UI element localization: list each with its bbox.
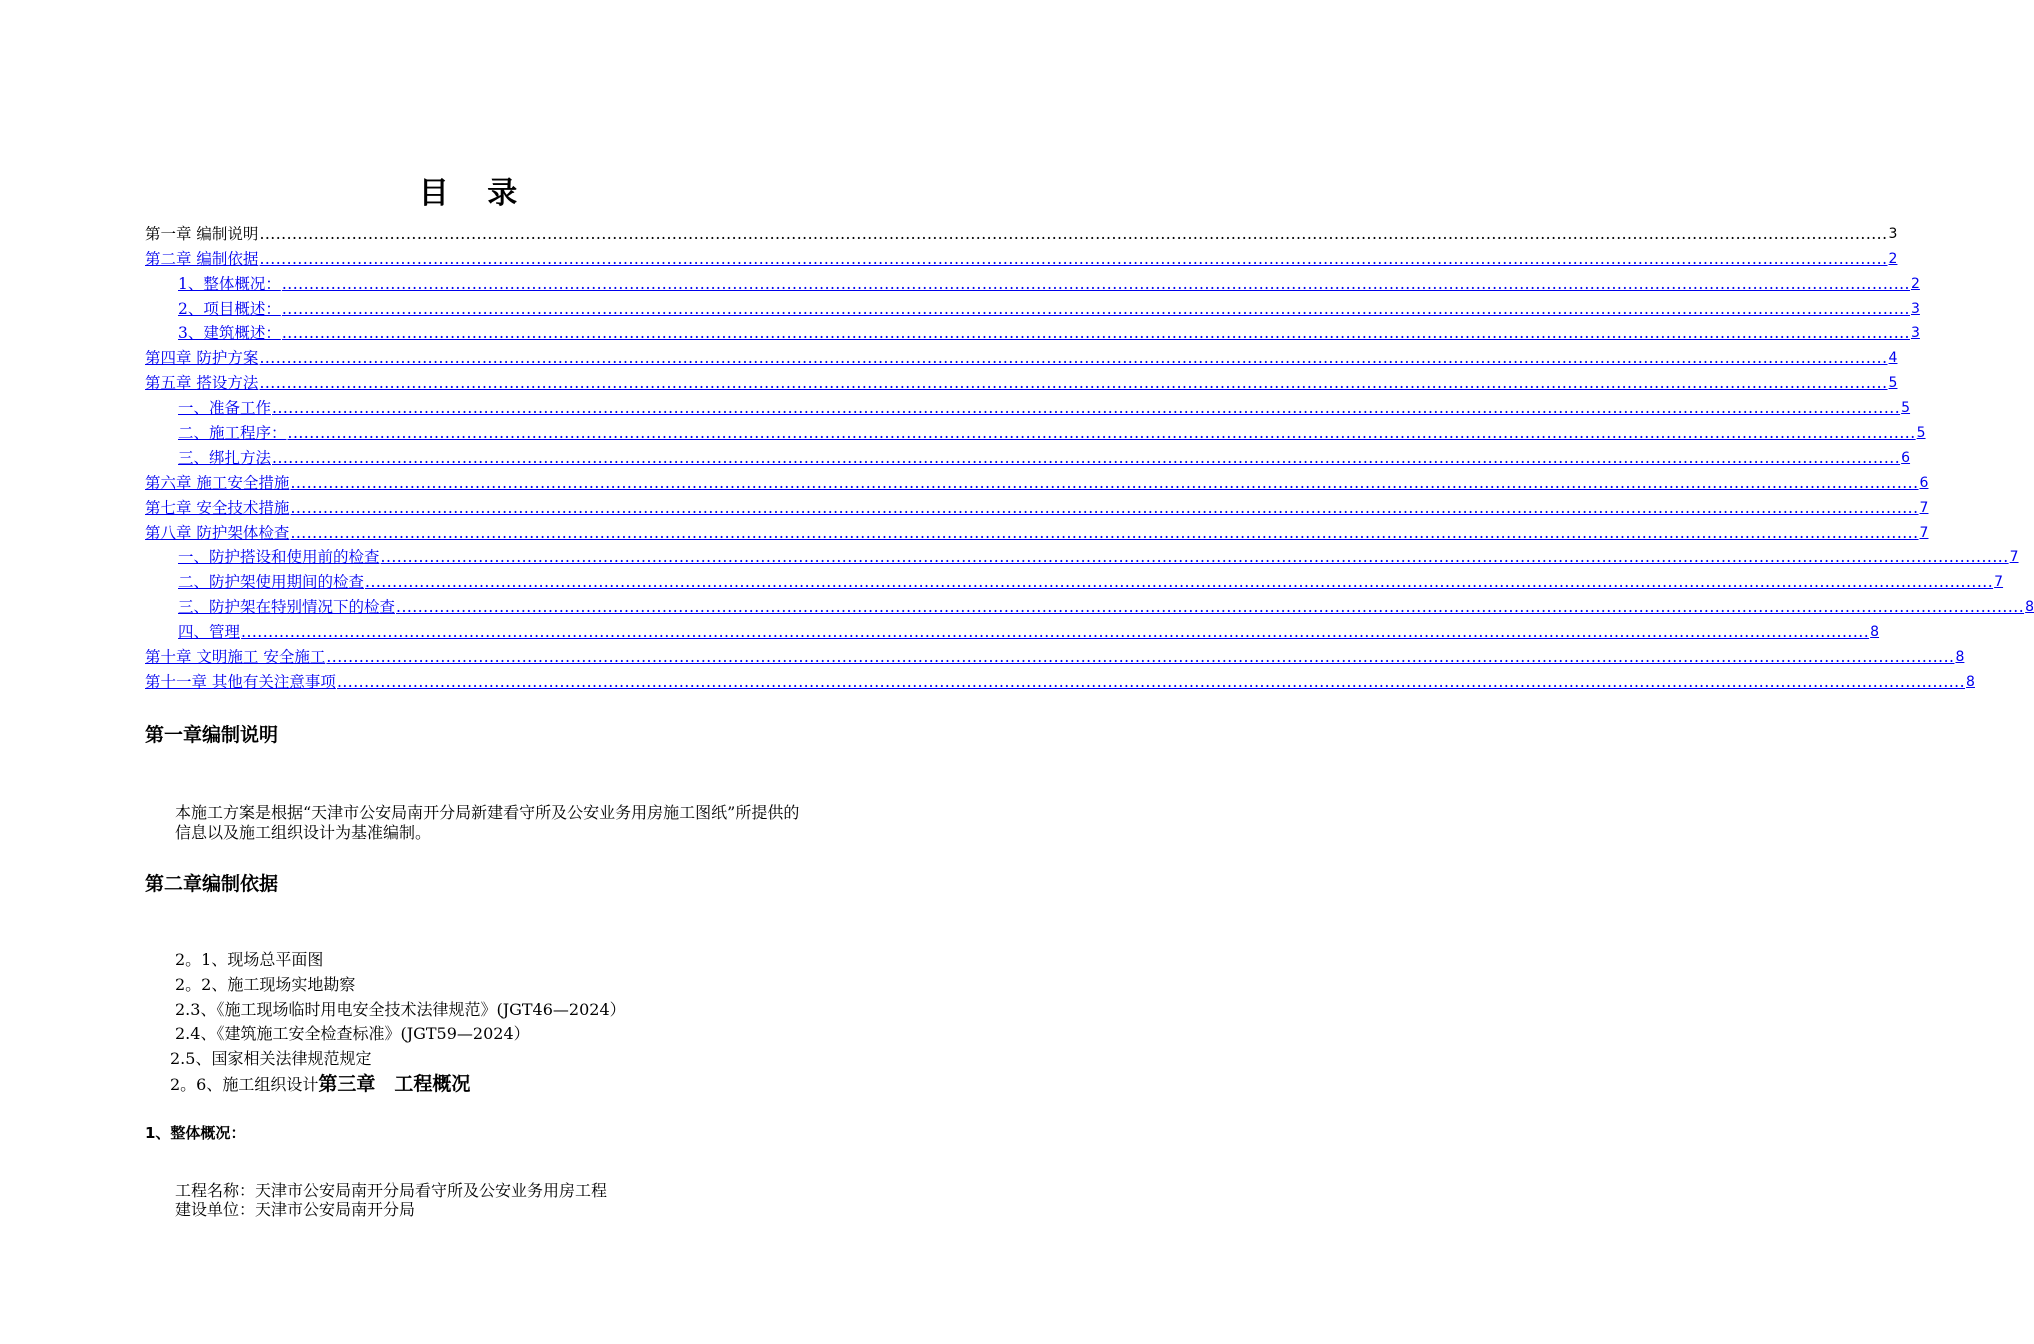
toc-entry[interactable] (145, 543, 2019, 568)
chapter2-heading: 第二章编制依据 (145, 873, 279, 895)
chapter1-heading: 第一章编制说明 (145, 724, 279, 746)
toc-page-number: 3 (1910, 300, 1920, 317)
toc-dot-leader: ............................................................................................................................................................................................................................................................................................................ (326, 648, 1955, 667)
toc-entry-link[interactable] (145, 648, 1964, 667)
toc-entry-label: 3、建筑概述： (178, 324, 281, 343)
toc-entry-link[interactable] (178, 424, 1926, 443)
toc-entry-link[interactable] (145, 349, 1897, 368)
toc-page-number: 5 (1901, 400, 1911, 417)
toc-entry[interactable] (145, 368, 1898, 393)
toc-entry-link[interactable] (178, 598, 2034, 617)
toc-page-number: 6 (1901, 449, 1911, 466)
toc-entry[interactable] (145, 667, 1975, 692)
toc-entry[interactable] (145, 617, 1880, 642)
toc-page-number: 2 (1910, 275, 1920, 292)
toc-entry[interactable] (145, 269, 1920, 294)
toc-entry-link[interactable] (178, 449, 1910, 468)
toc-entry[interactable] (145, 294, 1920, 319)
toc-dot-leader: ............................................................................................................................................................................................................................................................................................................ (396, 598, 2025, 617)
toc-entry-label: 三、绑扎方法 (178, 448, 272, 467)
basis-item-text: 2。6、施工组织设计 (170, 1075, 319, 1094)
toc-page-number: 7 (1919, 524, 1929, 541)
toc-entry-label: 二、施工程序： (178, 424, 287, 443)
toc-entry[interactable] (145, 518, 1929, 543)
toc-dot-leader: ............................................................................................................................................................................................................................................................................................................ (281, 274, 1910, 293)
basis-item: 2。2、施工现场实地勘察 (175, 975, 356, 994)
toc-entry[interactable] (145, 493, 1929, 518)
toc-entry-link[interactable] (145, 524, 1928, 543)
toc-entry-label: 三、防护架在特别情况下的检查 (178, 598, 396, 617)
toc-entry-link[interactable] (178, 399, 1910, 418)
project-name: 工程名称：天津市公安局南开分局看守所及公安业务用房工程 (175, 1181, 608, 1200)
toc-page-number: 7 (1994, 574, 2004, 591)
toc-entry-link[interactable] (145, 673, 1975, 692)
toc-dot-leader: ............................................................................................................................................................................................................................................................................................................ (281, 299, 1910, 318)
toc-entry[interactable] (145, 592, 2034, 617)
toc-entry[interactable] (145, 244, 1898, 269)
toc-dot-leader: ............................................................................................................................................................................................................................................................................................................ (281, 324, 1910, 343)
toc-entry-label: 2、项目概述： (178, 299, 281, 318)
toc-entry-link[interactable] (145, 250, 1897, 269)
toc-entry-label: 第五章 搭设方法 (145, 374, 259, 393)
toc-entry-link[interactable] (178, 573, 2003, 592)
toc-entry[interactable] (145, 443, 1911, 468)
basis-item: 2.4、《建筑施工安全检查标准》(JGT59—2024） (175, 1024, 530, 1043)
toc-dot-leader: ............................................................................................................................................................................................................................................................................................................ (272, 448, 1901, 467)
toc-entry-label: 1、整体概况： (178, 274, 281, 293)
toc-dot-leader: ............................................................................................................................................................................................................................................................................................................ (287, 424, 1916, 443)
toc-entry-label: 第二章 编制依据 (145, 249, 259, 268)
basis-item: 2。1、现场总平面图 (175, 950, 324, 969)
toc-page-number: 7 (1919, 499, 1929, 516)
toc-page-number: 7 (2009, 549, 2019, 566)
toc-dot-leader: ............................................................................................................................................................................................................................................................................................................ (380, 548, 2009, 567)
toc-entry-link[interactable] (178, 275, 1920, 294)
toc-entry-label: 第八章 防护架体检查 (145, 523, 290, 542)
toc-dot-leader: ............................................................................................................................................................................................................................................................................................................ (259, 374, 1888, 393)
toc-entry-label: 第一章 编制说明 (145, 224, 259, 243)
toc-dot-leader: ............................................................................................................................................................................................................................................................................................................ (241, 623, 1870, 642)
basis-item: 2.3、《施工现场临时用电安全技术法律规范》(JGT46—2024） (175, 1000, 626, 1019)
toc-dot-leader: ............................................................................................................................................................................................................................................................................................................ (290, 473, 1919, 492)
toc-entry (145, 219, 1898, 244)
basis-item-last (170, 1074, 470, 1095)
toc-page-number: 3 (1888, 225, 1898, 242)
toc-entry-label: 四、管理 (178, 623, 241, 642)
toc-entry[interactable] (145, 393, 1911, 418)
toc-entry-link[interactable] (178, 324, 1920, 343)
toc-entry-link[interactable] (145, 374, 1897, 393)
toc-entry-label: 第六章 施工安全措施 (145, 473, 290, 492)
toc-entry[interactable] (145, 343, 1898, 368)
chapter1-paragraph: 本施工方案是根据“天津市公安局南开分局新建看守所及公安业务用房施工图纸”所提供的信息以及施工组织设计为基准编制。 (175, 803, 800, 842)
toc-entry-label: 第十一章 其他有关注意事项 (145, 672, 336, 691)
toc-dot-leader: ............................................................................................................................................................................................................................................................................................................ (365, 573, 1994, 592)
toc-dot-leader: ............................................................................................................................................................................................................................................................................................................ (336, 672, 1966, 691)
chapter3-heading: 第三章 工程概况 (318, 1073, 471, 1095)
basis-item: 2.5、国家相关法律规范规定 (170, 1049, 372, 1068)
toc-entry-link (145, 225, 1897, 244)
toc-page-number: 6 (1919, 474, 1929, 491)
toc-page-number: 8 (1955, 649, 1965, 666)
toc-dot-leader: ............................................................................................................................................................................................................................................................................................................ (259, 249, 1888, 268)
toc-entry-label: 第四章 防护方案 (145, 349, 259, 368)
toc-page-number: 8 (2025, 599, 2034, 616)
toc-dot-leader: ............................................................................................................................................................................................................................................................................................................ (290, 523, 1919, 542)
toc-entry-label: 二、防护架使用期间的检查 (178, 573, 365, 592)
toc-entry[interactable] (145, 319, 1920, 344)
toc-page-number: 5 (1916, 425, 1926, 442)
builder-unit: 建设单位：天津市公安局南开分局 (175, 1200, 416, 1219)
toc-entry-label: 第十章 文明施工 安全施工 (145, 648, 326, 667)
toc-page-number: 8 (1870, 624, 1880, 641)
toc-entry-link[interactable] (178, 623, 1879, 642)
toc-dot-leader: ............................................................................................................................................................................................................................................................................................................ (272, 399, 1901, 418)
toc-entry-link[interactable] (145, 499, 1928, 518)
toc-entry[interactable] (145, 642, 1965, 667)
toc-dot-leader: ............................................................................................................................................................................................................................................................................................................ (259, 224, 1888, 243)
chapter3-subheading: 1、整体概况： (145, 1124, 246, 1142)
toc-dot-leader: ............................................................................................................................................................................................................................................................................................................ (290, 498, 1919, 517)
toc-entry-label: 一、准备工作 (178, 399, 272, 418)
toc-entry[interactable] (145, 418, 1926, 443)
toc-entry-label: 第七章 安全技术措施 (145, 498, 290, 517)
toc-entry[interactable] (145, 567, 2004, 592)
toc-page-number: 2 (1888, 250, 1898, 267)
toc-dot-leader: ............................................................................................................................................................................................................................................................................................................ (259, 349, 1888, 368)
toc-entry-link[interactable] (145, 474, 1928, 493)
toc-entry-link[interactable] (178, 548, 2019, 567)
toc-title: 目 录 (418, 176, 532, 211)
toc-entry-link[interactable] (178, 300, 1920, 319)
table-of-contents (145, 219, 2034, 692)
toc-page-number: 3 (1910, 325, 1920, 342)
toc-page-number: 4 (1888, 350, 1898, 367)
toc-page-number: 8 (1966, 673, 1975, 690)
toc-page-number: 5 (1888, 375, 1898, 392)
toc-entry[interactable] (145, 468, 1929, 493)
toc-entry-label: 一、防护搭设和使用前的检查 (178, 548, 380, 567)
